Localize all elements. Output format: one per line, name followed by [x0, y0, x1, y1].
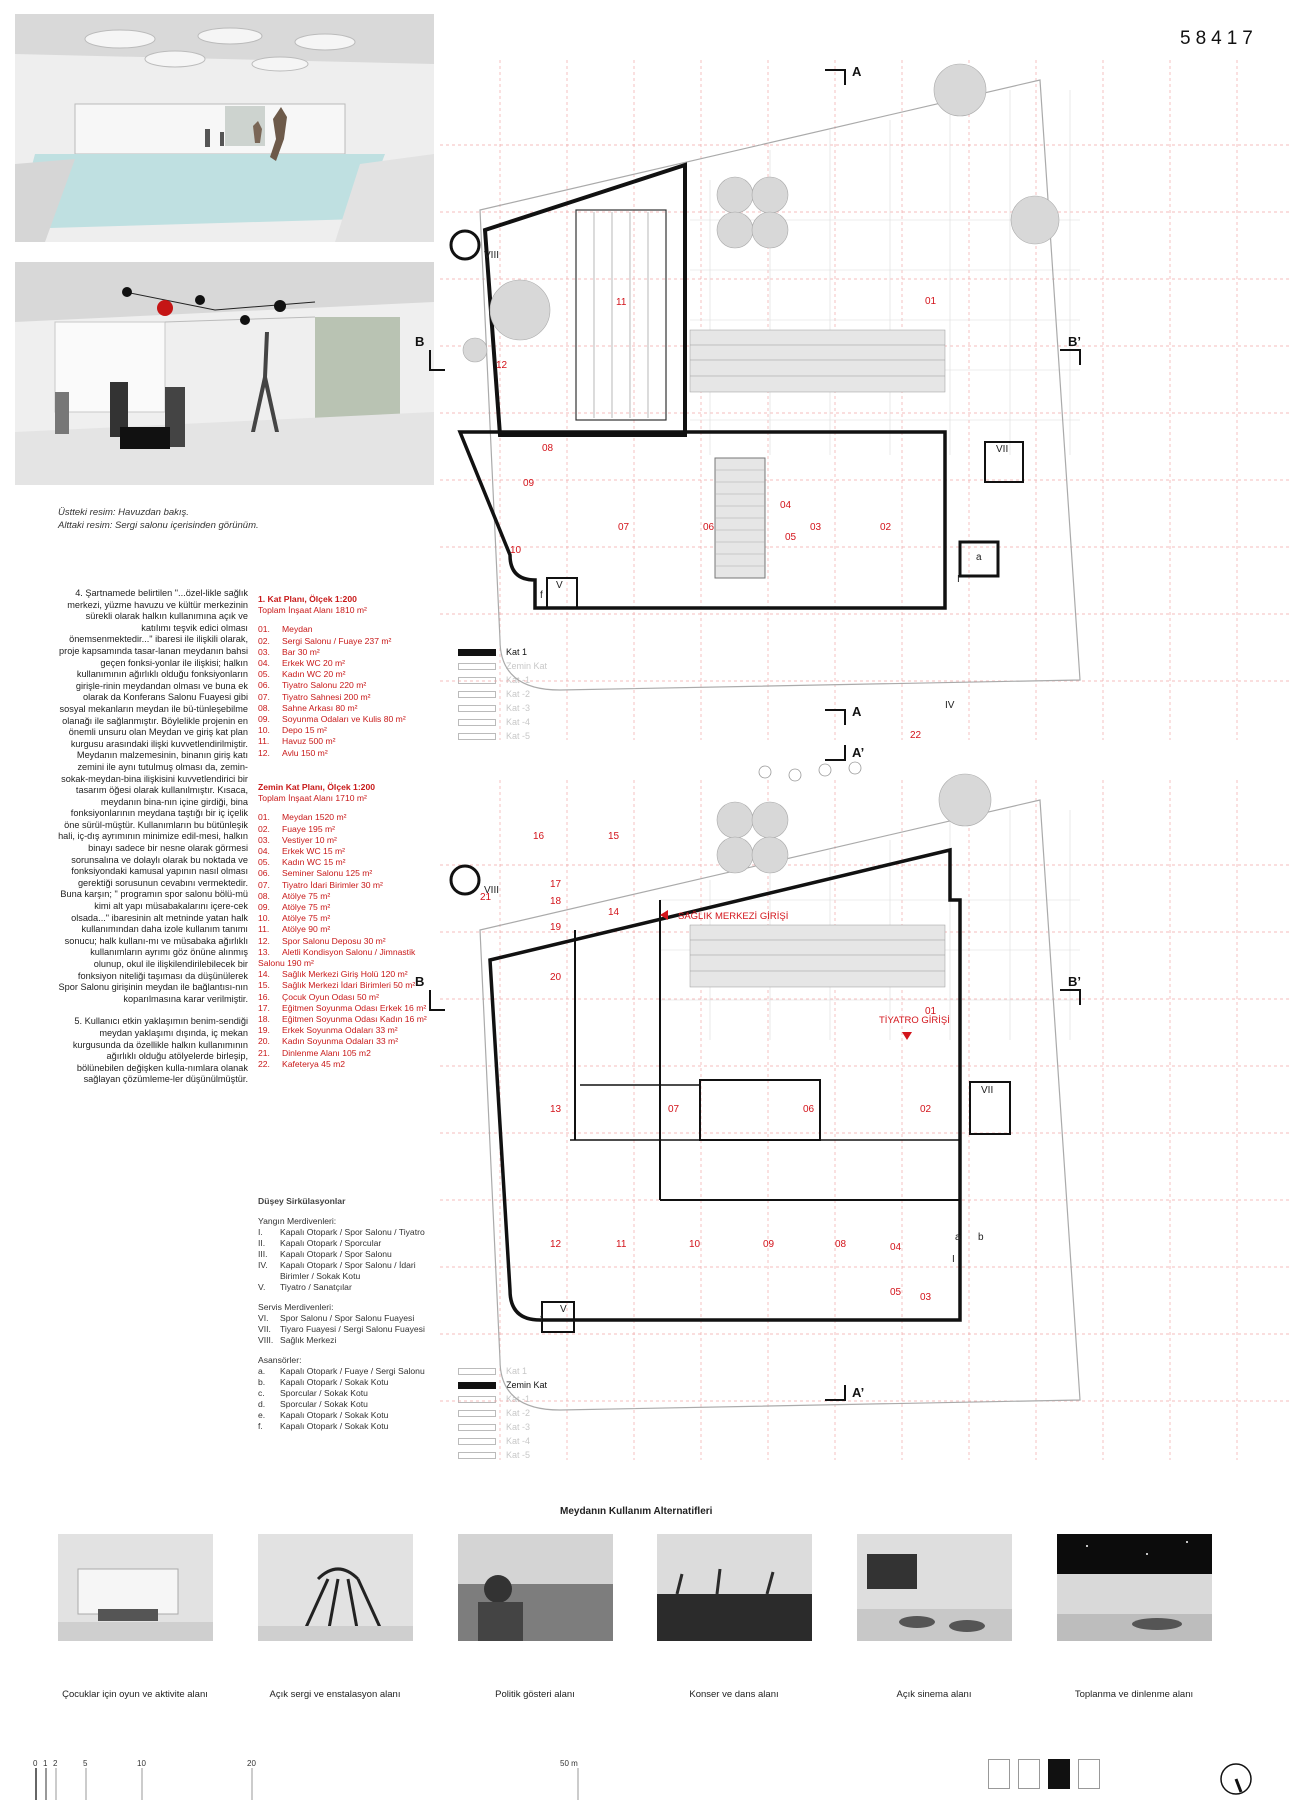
- fire-stairs-title: Yangın Merdivenleri:: [258, 1216, 337, 1226]
- legend-floor-1-room-item: [258, 624, 433, 635]
- fire-stair-number: V.: [258, 1282, 266, 1292]
- legend-floor-1-room-number: 03.: [258, 646, 270, 657]
- elevator-text: Kapalı Otopark / Sokak Kotu: [280, 1421, 389, 1431]
- fire-stair-number: IV.: [258, 1260, 268, 1270]
- legend-ground-floor-room-text: Aletli Kondisyon Salonu / Jimnastik Salonu 190 m²: [258, 946, 416, 969]
- legend-ground-floor-room-item: [258, 891, 433, 902]
- plan1-room-04: 04: [780, 500, 792, 511]
- legend-floor-1-room-text: Sergi Salonu / Fuaye 237 m²: [282, 635, 392, 646]
- legend-ground-floor-room-number: 02.: [258, 823, 270, 834]
- legend-ground-floor-room-text: Dinlenme Alanı 105 m2: [282, 1047, 371, 1058]
- legend-ground-floor-room-item: [258, 824, 433, 835]
- legend-ground-floor-room-text: Kadın WC 15 m²: [282, 857, 346, 868]
- legend-ground-floor-area: Toplam İnşaat Alanı 1710 m²: [258, 793, 367, 804]
- elevator-text: Sporcular / Sokak Kotu: [280, 1399, 368, 1409]
- alt-thumb-political-demonstration: [458, 1534, 613, 1641]
- circulation-title: Düşey Sirkülasyonlar: [258, 1196, 346, 1206]
- plan2-room-08: 08: [835, 1239, 847, 1250]
- floor-key-label: Kat 1: [506, 647, 528, 657]
- fire-stair-text: Kapalı Otopark / Spor Salonu / İdari: [280, 1260, 416, 1270]
- floor-key-label: Kat -3: [506, 1422, 531, 1432]
- plan2-room-22: 22: [910, 730, 922, 741]
- fire-stair-text: Birimler / Sokak Kotu: [280, 1271, 361, 1281]
- sheet-key-box-4: [1078, 1759, 1100, 1789]
- plan2-elevator-f: f: [540, 1314, 543, 1325]
- plan1-room-10: 10: [510, 545, 522, 556]
- plan2-section-b2: B’: [1068, 974, 1081, 989]
- legend-ground-floor-room-text: Seminer Salonu 125 m²: [282, 868, 373, 879]
- legend-floor-1-room-text: Tiyatro Sahnesi 200 m²: [282, 691, 371, 702]
- legend-ground-floor-room-text: Vestiyer 10 m²: [282, 834, 337, 845]
- fire-stair-text: Kapalı Otopark / Spor Salonu: [280, 1249, 392, 1259]
- plan1-stair-i: I: [957, 574, 960, 585]
- section-markers: [430, 70, 1080, 760]
- service-stairs-title: Servis Merdivenleri:: [258, 1302, 334, 1312]
- elevator-number: e.: [258, 1410, 266, 1420]
- elevator-item: [258, 1366, 448, 1377]
- legend-floor-1-room-item: [258, 669, 433, 680]
- fire-stair-number: III.: [258, 1249, 268, 1259]
- alt-thumb-concert-dance: [657, 1534, 812, 1641]
- elevator-item: [258, 1410, 448, 1421]
- legend-ground-floor-room-number: 20.: [258, 1036, 270, 1047]
- design-essay: [58, 588, 248, 1097]
- floor-key-label: Kat -2: [506, 1408, 531, 1418]
- legend-ground-floor: [258, 782, 433, 1070]
- legend-ground-floor-room-text: Eğitmen Soyunma Odası Kadın 16 m²: [282, 1014, 427, 1025]
- legend-floor-1-room-number: 05.: [258, 669, 270, 680]
- legend-ground-floor-room-number: 11.: [258, 924, 270, 935]
- legend-ground-floor-room-item: [258, 1036, 433, 1047]
- seminar-hall: [700, 1080, 820, 1140]
- legend-floor-1-room-item: [258, 658, 433, 669]
- plan2-stair-viii: VIII: [484, 885, 500, 896]
- legend-ground-floor-room-item: [258, 835, 433, 846]
- legend-ground-floor-room-number: 13.: [258, 946, 270, 957]
- legend-floor-1-room-number: 09.: [258, 714, 270, 725]
- legend-ground-floor-room-text: Fuaye 195 m²: [282, 823, 336, 834]
- alternatives-title: Meydanın Kullanım Alternatifleri: [560, 1506, 713, 1517]
- floor-key-label: Kat -5: [506, 1450, 531, 1460]
- elevator-number: b.: [258, 1377, 266, 1387]
- legend-floor-1-room-number: 08.: [258, 702, 270, 713]
- plan1-room-02: 02: [880, 522, 892, 533]
- alternative-caption: Toplanma ve dinlenme alanı: [1074, 1689, 1194, 1700]
- square-seating-rows: [690, 925, 945, 987]
- floor-key-label: Kat -5: [506, 731, 531, 741]
- floor-key-label: Kat -3: [506, 703, 531, 713]
- scale-tick-20: 20: [247, 1759, 256, 1768]
- service-stair-text: Sağlık Merkezi: [280, 1335, 337, 1345]
- legend-ground-floor-room-number: 01.: [258, 812, 270, 823]
- legend-floor-1-room-text: Avlu 150 m²: [282, 747, 328, 758]
- elevator-item: [258, 1388, 448, 1399]
- legend-ground-floor-room-text: Tiyatro İdari Birimler 30 m²: [282, 879, 383, 890]
- floor-key-label: Kat -4: [506, 717, 531, 727]
- alternative-caption: Politik gösteri alanı: [495, 1689, 575, 1700]
- legend-ground-floor-room-item: [258, 992, 433, 1003]
- legend-ground-floor-room-item: [258, 857, 433, 868]
- legend-ground-floor-room-text: Sağlık Merkezi Giriş Holü 120 m²: [282, 969, 408, 980]
- alt-thumb-gathering-rest: [1057, 1534, 1212, 1641]
- fire-stair-item: [258, 1227, 448, 1238]
- tree-canopies: [463, 64, 1059, 362]
- plan1-stair-v: V: [556, 580, 563, 591]
- cafe-tables: [759, 762, 861, 781]
- rendering-caption-bottom: Alttaki resim: Sergi salonu içerisinden görünüm.: [58, 520, 259, 531]
- legend-ground-floor-room-number: 08.: [258, 890, 270, 901]
- elevator-text: Sporcular / Sokak Kotu: [280, 1388, 368, 1398]
- sheet-key-box-2: [1018, 1759, 1040, 1789]
- fire-stair-item: [258, 1238, 448, 1249]
- plan2-room-17: 17: [550, 879, 562, 890]
- legend-ground-floor-room-number: 03.: [258, 834, 270, 845]
- plan2-stair-vii: VII: [981, 1085, 994, 1096]
- service-stair-item: [258, 1313, 448, 1324]
- plan1-room-09: 09: [523, 478, 535, 489]
- legend-ground-floor-room-text: Kafeterya 45 m2: [282, 1058, 346, 1069]
- legend-ground-floor-room-number: 05.: [258, 857, 270, 868]
- plan2-stair-v: V: [560, 1304, 567, 1315]
- legend-ground-floor-room-number: 12.: [258, 935, 270, 946]
- plan2-elevator-a: a: [955, 1232, 961, 1243]
- plan2-room-03: 03: [920, 1292, 932, 1303]
- legend-ground-floor-room-item: [258, 1025, 433, 1036]
- service-stair-text: Tiyaro Fuayesi / Sergi Salonu Fuayesi: [280, 1324, 425, 1334]
- legend-floor-1-room-number: 02.: [258, 635, 270, 646]
- elevator-number: a.: [258, 1366, 266, 1376]
- plan2-room-04: 04: [890, 1242, 902, 1253]
- legend-ground-floor-room-number: 17.: [258, 1002, 270, 1013]
- legend-floor-1-room-number: 06.: [258, 680, 270, 691]
- service-stair-item: [258, 1335, 448, 1346]
- floor-key-label: Kat 1: [506, 1366, 528, 1376]
- legend-floor-1-room-item: [258, 714, 433, 725]
- elevator-number: d.: [258, 1399, 266, 1409]
- legend-ground-floor-room-item: [258, 980, 433, 991]
- legend-ground-floor-room-item: [258, 924, 433, 935]
- plan2-room-01: 01: [925, 1006, 937, 1017]
- health-center-entrance-label: SAĞLIK MERKEZİ GİRİŞİ: [678, 911, 789, 922]
- fire-stair-item: [258, 1271, 448, 1282]
- rendering-caption-top: Üstteki resim: Havuzdan bakış.: [58, 507, 189, 518]
- sheet-key-box-1: [988, 1759, 1010, 1789]
- square-seating-rows: [690, 330, 945, 392]
- plan1-section-a: A: [852, 64, 862, 79]
- fire-stair-text: Kapalı Otopark / Sporcular: [280, 1238, 382, 1248]
- legend-ground-floor-room-text: Atölye 90 m²: [282, 924, 331, 935]
- legend-ground-floor-room-item: [258, 936, 433, 947]
- legend-ground-floor-room-text: Meydan 1520 m²: [282, 812, 347, 823]
- elevator-item: [258, 1421, 448, 1432]
- plan2-room-19: 19: [550, 922, 562, 933]
- scale-tick-5: 5: [83, 1759, 88, 1768]
- plan1-room-01: 01: [925, 296, 937, 307]
- plan2-section-a: A: [852, 704, 862, 719]
- floor-key-label: Zemin Kat: [506, 661, 548, 671]
- legend-floor-1-room-item: [258, 703, 433, 714]
- legend-ground-floor-room-text: Kadın Soyunma Odaları 33 m²: [282, 1036, 399, 1047]
- plan1-section-a2: A’: [852, 745, 865, 760]
- plan1-room-07: 07: [618, 522, 630, 533]
- scale-tick-1: 1: [43, 1759, 48, 1768]
- service-stair-item: [258, 1324, 448, 1335]
- legend-ground-floor-room-item: [258, 913, 433, 924]
- floor-plan-1: [415, 60, 1290, 760]
- legend-ground-floor-room-text: Atölye 75 m²: [282, 913, 331, 924]
- plan2-room-10: 10: [689, 1239, 701, 1250]
- scale-tick-0: 0: [33, 1759, 38, 1768]
- scale-tick-2: 2: [53, 1759, 58, 1768]
- plan2-room-07: 07: [668, 1104, 680, 1115]
- legend-ground-floor-room-item: [258, 947, 433, 969]
- legend-floor-1-room-item: [258, 725, 433, 736]
- essay-paragraph-5: 5. Kullanıcı etkin yaklaşımın benim-sendiği meydan yaklaşımı dışında, iç mekan kurgusunda da özellikle halkın kullanımının ağırlıklı olduğu atölyelerde birleşip, bölünebilen değişken kulla-nımlara olanak sağlayan çözümleme-ler düşünülmüştür.: [72, 1016, 248, 1085]
- scale-tick-10: 10: [137, 1759, 146, 1768]
- legend-floor-1-room-text: Kadın WC 20 m²: [282, 669, 346, 680]
- legend-ground-floor-room-text: Çocuk Oyun Odası 50 m²: [282, 991, 379, 1002]
- plan2-room-18: 18: [550, 896, 562, 907]
- plan1-room-05: 05: [785, 532, 797, 543]
- legend-floor-1-room-number: 07.: [258, 691, 270, 702]
- legend-floor-1-room-number: 10.: [258, 725, 270, 736]
- floor-key-label: Kat -1: [506, 1394, 531, 1404]
- sheet-key: [988, 1759, 1100, 1789]
- plan2-section-a2: A’: [852, 1385, 865, 1400]
- plan1-room-03: 03: [810, 522, 822, 533]
- legend-floor-1-room-text: Soyunma Odaları ve Kulis 80 m²: [282, 714, 406, 725]
- fire-stair-item: [258, 1260, 448, 1271]
- legend-ground-floor-room-text: Eğitmen Soyunma Odası Erkek 16 m²: [282, 1002, 427, 1013]
- legend-floor-1-room-text: Depo 15 m²: [282, 725, 327, 736]
- service-stair-number: VIII.: [258, 1335, 274, 1345]
- legend-ground-floor-room-number: 10.: [258, 913, 270, 924]
- alternative-caption: Açık sergi ve enstalasyon alanı: [269, 1689, 401, 1700]
- legend-floor-1-room-text: Meydan: [282, 624, 313, 635]
- plan2-stair-iv: IV: [945, 700, 955, 711]
- fire-stair-text: Kapalı Otopark / Spor Salonu / Tiyatro: [280, 1227, 425, 1237]
- legend-ground-floor-room-number: 21.: [258, 1047, 270, 1058]
- pool-rendering: [15, 14, 434, 242]
- alternative-caption: Çocuklar için oyun ve aktivite alanı: [62, 1689, 208, 1700]
- legend-ground-floor-room-text: Erkek Soyunma Odaları 33 m²: [282, 1025, 398, 1036]
- legend-ground-floor-room-item: [258, 969, 433, 980]
- theatre-block-outline: [460, 432, 945, 608]
- legend-floor-1-room-text: Havuz 500 m²: [282, 736, 336, 747]
- plan1-stair-vii: VII: [996, 444, 1009, 455]
- plan-grid: [440, 780, 1290, 1460]
- alt-thumb-children-play: [58, 1534, 213, 1641]
- legend-ground-floor-room-text: Atölye 75 m²: [282, 890, 331, 901]
- legend-ground-floor-room-item: [258, 846, 433, 857]
- fire-stair-number: I.: [258, 1227, 263, 1237]
- legend-ground-floor-room-item: [258, 1059, 433, 1070]
- plan-grid: [440, 60, 1290, 740]
- legend-floor-1-room-item: [258, 692, 433, 703]
- plan2-room-14: 14: [608, 907, 620, 918]
- legend-ground-floor-room-item: [258, 902, 433, 913]
- elevator-text: Kapalı Otopark / Sokak Kotu: [280, 1377, 389, 1387]
- legend-floor-1-room-number: 01.: [258, 624, 270, 635]
- elevator-item: [258, 1377, 448, 1388]
- floor-key-label: Kat -4: [506, 1436, 531, 1446]
- north-arrow-icon: [1219, 1762, 1253, 1796]
- plan2-elevator-b: b: [978, 1232, 984, 1243]
- plan2-room-13: 13: [550, 1104, 562, 1115]
- alt-thumb-open-cinema: [857, 1534, 1012, 1641]
- plan2-section-b: B: [415, 974, 425, 989]
- sheet-key-box-3-active: [1048, 1759, 1070, 1789]
- legend-ground-floor-room-text: Sağlık Merkezi İdari Birimleri 50 m²: [282, 980, 416, 991]
- legend-ground-floor-room-text: Atölye 75 m²: [282, 902, 331, 913]
- legend-ground-floor-room-number: 09.: [258, 902, 270, 913]
- legend-ground-floor-room-text: Erkek WC 15 m²: [282, 846, 346, 857]
- legend-ground-floor-room-text: Spor Salonu Deposu 30 m²: [282, 935, 386, 946]
- legend-floor-1-room-text: Erkek WC 20 m²: [282, 658, 346, 669]
- legend-ground-floor-room-number: 19.: [258, 1025, 270, 1036]
- plan2-room-20: 20: [550, 972, 562, 983]
- scale-bar: [30, 1760, 590, 1800]
- legend-ground-floor-room-number: 22.: [258, 1058, 270, 1069]
- legend-floor-1-room-number: 04.: [258, 658, 270, 669]
- legend-floor-1-room-number: 12.: [258, 747, 270, 758]
- plan2-room-09: 09: [763, 1239, 775, 1250]
- legend-ground-floor-room-item: [258, 1048, 433, 1059]
- fire-stair-item: [258, 1249, 448, 1260]
- floor-key-label: Zemin Kat: [506, 1380, 548, 1390]
- vertical-circulation: [258, 1196, 448, 1432]
- pool-basin: [576, 210, 666, 420]
- elevator-text: Kapalı Otopark / Fuaye / Sergi Salonu: [280, 1366, 425, 1376]
- legend-ground-floor-room-number: 06.: [258, 868, 270, 879]
- legend-ground-floor-title: Zemin Kat Planı, Ölçek 1:200: [258, 782, 376, 792]
- scale-tick-50: 50 m: [560, 1759, 578, 1768]
- fire-stair-item: [258, 1282, 448, 1293]
- fire-stair-number: II.: [258, 1238, 266, 1248]
- plan1-room-08: 08: [542, 443, 554, 454]
- plan1-room-11: 11: [616, 297, 627, 308]
- legend-floor-1-room-item: [258, 748, 433, 759]
- elevator-item: [258, 1399, 448, 1410]
- service-stair-number: VII.: [258, 1324, 271, 1334]
- legend-ground-floor-room-item: [258, 812, 433, 823]
- legend-ground-floor-room-number: 14.: [258, 969, 270, 980]
- alt-thumb-open-exhibition: [258, 1534, 413, 1641]
- legend-floor-1-room-item: [258, 647, 433, 658]
- project-number: 58417: [1180, 28, 1258, 49]
- elevator-text: Kapalı Otopark / Sokak Kotu: [280, 1410, 389, 1420]
- legend-ground-floor-room-item: [258, 868, 433, 879]
- plan2-stair-i: I: [952, 1254, 955, 1265]
- elevator-number: c.: [258, 1388, 265, 1398]
- legend-floor-1-area: Toplam İnşaat Alanı 1810 m²: [258, 605, 367, 616]
- legend-floor-1-title: 1. Kat Planı, Ölçek 1:200: [258, 594, 357, 604]
- legend-ground-floor-room-number: 15.: [258, 980, 270, 991]
- plan1-room-12: 12: [496, 360, 508, 371]
- fire-stair-text: Tiyatro / Sanatçılar: [280, 1282, 352, 1292]
- plan1-elevator-f: f: [540, 590, 543, 601]
- plan1-room-06: 06: [703, 522, 715, 533]
- legend-floor-1-room-number: 11.: [258, 736, 270, 747]
- elevators-title: Asansörler:: [258, 1355, 302, 1365]
- plan2-room-05: 05: [890, 1287, 902, 1298]
- legend-floor-1-room-item: [258, 736, 433, 747]
- legend-ground-floor-room-item: [258, 1003, 433, 1014]
- plan2-room-15: 15: [608, 831, 620, 842]
- essay-paragraph-4: 4. Şartnamede belirtilen "...özel-likle sağlık merkezi, yüzme havuzu ve kültür merkezinin sürekli olarak halkın kullanımına açık ve katılımı teşvik edici olması önemsenmektedir..." ibaresi ile ilişkili olarak, proje kapsamında tasar-lanan meydanın bahsi geçen fonksi-yonlar ile ilişkisi; halkın kullanımının ağırlıklı olduğu fonksiyonların girişle-rinin meydandan olması ve buna ek olarak da Konferans Salonu Fuayesi gibi sosyal mekanların meydan ile bü-tünleşebilme olanağı ile sağlanmıştır. Böylelikle projenin en önemli unsuru olan Meydan ve giriş kat plan kurgusu arasındaki ilişki kuvvetlendirilmiştir. Meydanın malzemesinin, binanın giriş katı zemini ile aynı tutulmuş olması da, zemin-sokak-meydan-bina ilişkisini kuvvetlendirici bir tasarım öğesi olarak kullanılmıştır. Kısaca, meydanın bina-nın içine girdiği, bina fonksiyonlarının meydana taştığı bir iç içelik öne sürül-müştür. Kullanımların bu bütünleşik hali, iç-dış ayrımının minimize edil-mesi, halkın binayı sadece bir nesne olarak görmesi sorunsalına ve dolaylı olarak bu noktada ve fonksiyondaki kamusal yapının nasıl olması gerektiği sorusunun cevabını vermektedir. Buna karşın; " programın spor salonu bölü-mü kimi alt yapı müsabakalarını içere-cek olsada..." ibaresinin alt metninde yatan halk kullanımından daha izole kullanım tanımı sonucu; halk kullanı-mı ve müsabaka ağırlıklı kullanımların ayrımı göz önüne alınmış olunup, okul ile ilişkilendirilebilecek bir fonksiyon niteliği taşıması da düşünülerek Spor Salonu girişinin meydan ile bağlantısı-nın koparılmasına karar verilmiştir.: [58, 588, 248, 1004]
- elevator-number: f.: [258, 1421, 263, 1431]
- exhibition-rendering: [15, 262, 434, 485]
- legend-floor-1-room-item: [258, 680, 433, 691]
- alternative-caption: Konser ve dans alanı: [689, 1689, 779, 1700]
- plan2-room-21: 21: [480, 892, 492, 903]
- plan2-room-11: 11: [616, 1239, 627, 1250]
- legend-floor-1-room-text: Sahne Arkası 80 m²: [282, 702, 358, 713]
- service-stair-text: Spor Salonu / Spor Salonu Fuayesi: [280, 1313, 415, 1323]
- alternative-caption: Açık sinema alanı: [896, 1689, 972, 1700]
- plan1-section-b2: B’: [1068, 334, 1081, 349]
- floor-key-label: Kat -2: [506, 689, 531, 699]
- legend-ground-floor-room-item: [258, 1014, 433, 1025]
- legend-ground-floor-room-item: [258, 880, 433, 891]
- floor-key-label: Kat -1: [506, 675, 531, 685]
- legend-floor-1-room-text: Tiyatro Salonu 220 m²: [282, 680, 367, 691]
- legend-ground-floor-room-number: 07.: [258, 879, 270, 890]
- plan2-room-02: 02: [920, 1104, 932, 1115]
- plan1-stair-viii: VIII: [484, 250, 500, 261]
- legend-floor-1-room-item: [258, 636, 433, 647]
- legend-floor-1: [258, 594, 433, 759]
- plan1-elevator-a: a: [976, 552, 982, 563]
- service-stair-number: VI.: [258, 1313, 269, 1323]
- plan2-room-12: 12: [550, 1239, 562, 1250]
- legend-floor-1-room-text: Bar 30 m²: [282, 646, 320, 657]
- plan2-room-06: 06: [803, 1104, 815, 1115]
- legend-ground-floor-room-number: 04.: [258, 846, 270, 857]
- plan1-section-b: B: [415, 334, 425, 349]
- legend-ground-floor-room-number: 18.: [258, 1014, 270, 1025]
- theatre-entrance-label: TİYATRO GİRİŞİ: [879, 1015, 950, 1026]
- plan2-room-16: 16: [533, 831, 545, 842]
- legend-ground-floor-room-number: 16.: [258, 991, 270, 1002]
